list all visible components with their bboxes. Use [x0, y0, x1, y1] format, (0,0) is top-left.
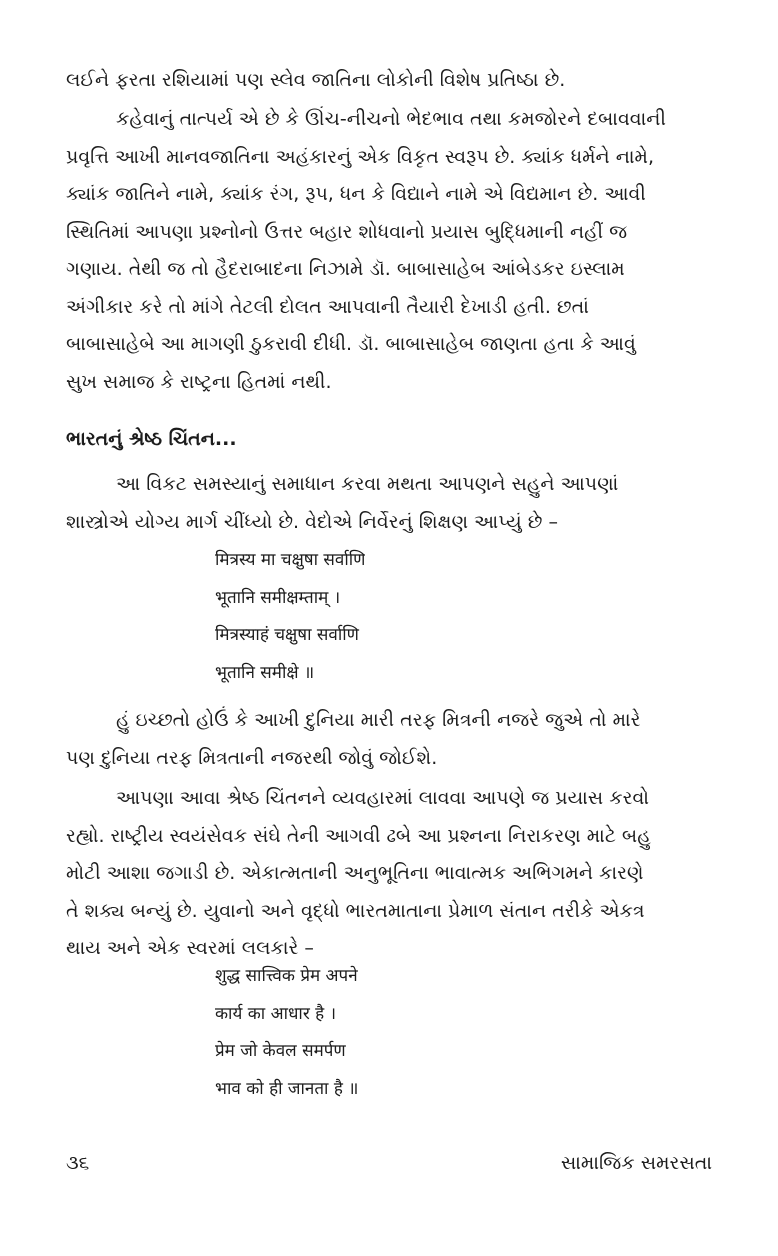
text-line: આપણા આવા શ્રેષ્ઠ ચિંતનને વ્યવહારમાં લાવવા આપણે જ પ્રયાસ કરવો — [116, 787, 650, 809]
text-line: મોટી આશા જગાડી છે. એકાત્મતાની અનુભૂતિના ભાવાત્મક અભિગમને કારણે — [66, 862, 644, 884]
verse-line: मित्रस्य मा चक्षुषा सर्वाणि — [215, 550, 366, 570]
text-line: બાબાસાહેબે આ માગણી ઠુકરાવી દીધી. ડૉ. બાબાસાહેબ જાણતા હતા કે આવું — [66, 333, 636, 355]
verse-line: प्रेम जो केवल समर्पण — [215, 1041, 346, 1061]
text-line: સુખ સમાજ કે રાષ્ટ્રના હિતમાં નથી. — [66, 370, 332, 393]
text-line: ક્યાંક જાતિને નામે, ક્યાંક રંગ, રૂપ, ધન કે વિદ્યાને નામે એ વિદ્યમાન છે. આવી — [66, 183, 646, 205]
verse-line: भूतानि समीक्षे ॥ — [215, 662, 315, 683]
verse-line: शुद्ध सात्त्विक प्रेम अपने — [215, 966, 358, 986]
paragraph-2 — [66, 101, 714, 401]
text-line: આ વિકટ સમસ્યાનું સમાધાન કરવા મથતા આપણને સહુને આપણાં — [116, 473, 619, 495]
verse-line: भाव को ही जानता है ॥ — [215, 1078, 359, 1099]
text-line: લઈને ફરતા રશિયામાં પણ સ્લેવ જાતિના લોકોની વિશેષ પ્રતિષ્ઠા છે. — [66, 69, 566, 91]
sanskrit-verse — [215, 542, 365, 692]
running-footer-title: સામાજિક સમરસતા — [560, 1152, 712, 1174]
text-line: કહેવાનું તાત્પર્ય એ છે કે ઊંચ-નીચનો ભેદભાવ તથા કમજોરને દબાવવાની — [116, 108, 666, 130]
verse-line: मित्रस्याहं चक्षुषा सर्वाणि — [215, 625, 359, 645]
paragraph-3 — [66, 466, 714, 541]
text-line: રહ્યો. રાષ્ટ્રીય સ્વયંસેવક સંઘે તેની આગવી ઢબે આ પ્રશ્નના નિરાકરણ માટે બહુ — [66, 824, 651, 847]
verse-line: भूतानि समीक्षम्ताम् । — [215, 587, 341, 608]
text-line: તે શક્ય બન્યું છે. યુવાનો અને વૃદ્ધો ભારતમાતાના પ્રેમાળ સંતાન તરીકે એકત્ર — [66, 899, 645, 922]
text-line: ગણાય. તેથી જ તો હૈદરાબાદના નિઝામે ડૉ. બાબાસાહેબ આંબેડકર ઇસ્લામ — [66, 258, 625, 280]
text-line: હું ઇચ્છતો હોઉં કે આખી દુનિયા મારી તરફ મિત્રની નજરે જુએ તો મારે — [116, 709, 641, 731]
page-number: ૩૬ — [66, 1152, 90, 1174]
text-line: અંગીકાર કરે તો માંગે તેટલી દોલત આપવાની તૈયારી દેખાડી હતી. છતાં — [66, 295, 589, 318]
text-line: પણ દુનિયા તરફ મિત્રતાની નજરથી જોવું જોઈશે. — [66, 746, 438, 769]
verse-line: कार्य का आधार है । — [215, 1003, 337, 1024]
text-line: શાસ્ત્રોએ યોગ્ય માર્ગ ચીંધ્યો છે. વેદોએ નિર્વેરનું શિક્ષણ આપ્યું છે – — [66, 510, 558, 533]
paragraph-1 — [66, 62, 714, 100]
paragraph-4 — [66, 702, 714, 777]
hindi-verse — [215, 958, 358, 1108]
text-line: પ્રવૃત્તિ આખી માનવજાતિના અહંકારનું એક વિકૃત સ્વરૂપ છે. ક્યાંક ધર્મને નામે, — [66, 145, 655, 168]
section-heading: ભારતનું શ્રેષ્ઠ ચિંતન... — [66, 428, 237, 450]
text-line: થાય અને એક સ્વરમાં લલકારે – — [66, 937, 314, 959]
paragraph-5 — [66, 780, 714, 968]
text-line: સ્થિતિમાં આપણા પ્રશ્નોનો ઉત્તર બહાર શોધવાનો પ્રયાસ બુદ્ધિમાની નહીં જ — [66, 220, 628, 243]
